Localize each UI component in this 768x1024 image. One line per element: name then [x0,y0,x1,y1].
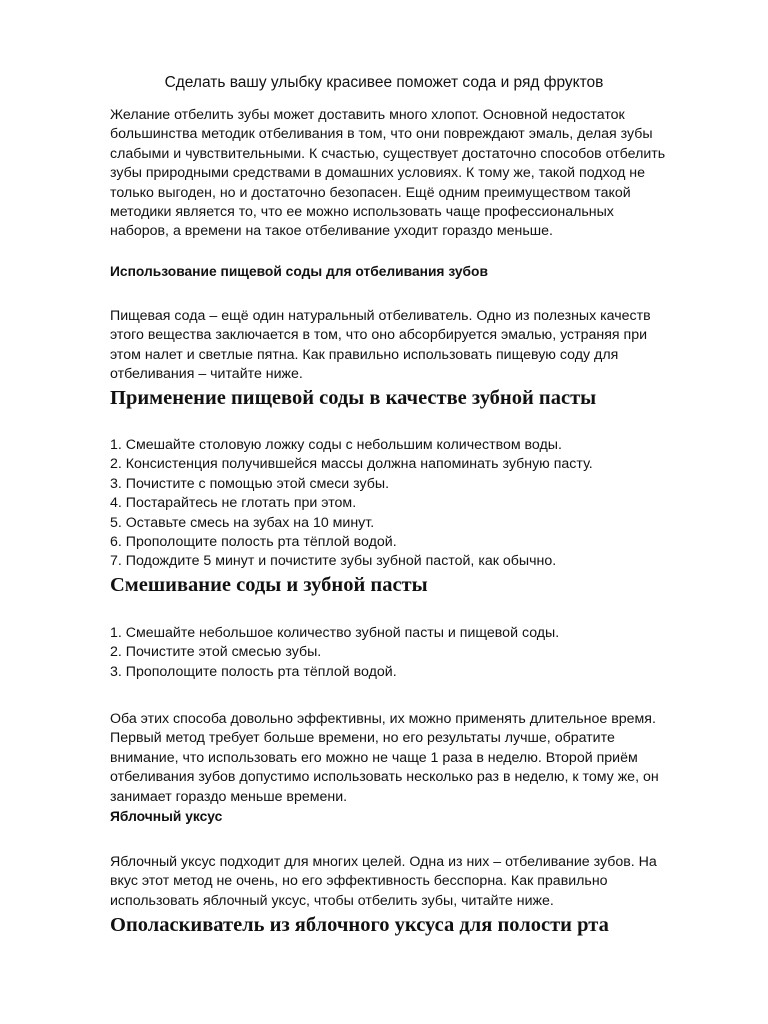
list-item: 3. Прополощите полость рта тёплой водой. [110,663,397,680]
heading-mix: Смешивание соды и зубной пасты [110,574,428,596]
vinegar-line: Яблочный уксус подходит для многих целей. Одна из них – отбеливание зубов. На [110,854,657,870]
intro-line: слабыми и чувствительными. К счастью, существует достаточно способов отбелить [110,145,666,162]
list-item: 1. Смешайте небольшое количество зубной пасты и пищевой соды. [110,625,560,641]
list-item: 5. Оставьте смесь на зубах на 10 минут. [110,514,375,531]
heading-toothpaste: Применение пищевой соды в качестве зубной пасты [110,387,597,409]
vinegar-line: использовать яблочный уксус, чтобы отбелить зубы, читайте ниже. [110,892,554,909]
vinegar-paragraph [110,853,710,911]
vinegar-line: вкус этот метод не очень, но его эффективность бесспорна. Как правильно [110,873,608,890]
list-item: 2. Почистите этой смесью зубы. [110,644,322,661]
toothpaste-steps-list [110,436,710,572]
intro-line: Желание отбелить зубы может доставить много хлопот. Основной недостаток [110,107,625,123]
intro-line: методики является то, что ее можно использовать чаще профессиональных [110,204,614,221]
comparison-line: отбеливания зубов допустимо использовать несколько раз в неделю, к тому же, он [110,769,659,786]
soda-line: этом налет и светлые пятна. Как правильно использовать пищевую соду для [110,346,619,363]
soda-line: Пищевая сода – ещё один натуральный отбеливатель. Одно из полезных качеств [110,308,651,324]
soda-paragraph [110,307,710,385]
intro-paragraph [110,106,710,242]
intro-line: большинства методик отбеливания в том, что они повреждают эмаль, делая зубы [110,126,653,143]
list-item: 1. Смешайте столовую ложку соды с небольшим количеством воды. [110,437,562,453]
comparison-line: занимает гораздо меньше времени. [110,788,348,805]
comparison-line: Оба этих способа довольно эффективны, их можно применять длительное время. [110,711,656,727]
list-item: 3. Почистите с помощью этой смеси зубы. [110,475,390,492]
comparison-paragraph [110,710,710,807]
soda-line: этого вещества заключается в том, что оно абсорбируется эмалью, устраняя при [110,327,648,344]
mix-steps-list [110,624,710,682]
list-item: 4. Постарайтесь не глотать при этом. [110,495,357,512]
intro-line: только выгоден, но и достаточно безопасен. Ещё одним преимуществом такой [110,184,631,201]
list-item: 6. Прополощите полость рта тёплой водой. [110,534,397,551]
intro-line: зубы природными средствами в домашних условиях. К тому же, такой подход не [110,165,646,182]
comparison-line: Первый метод требует больше времени, но его результаты лучше, обратите [110,730,615,747]
list-item: 7. Подождите 5 минут и почистите зубы зубной пастой, как обычно. [110,553,557,570]
soda-subheading: Использование пищевой соды для отбеливания зубов [110,264,488,279]
soda-line: отбеливания – читайте ниже. [110,366,303,383]
intro-line: наборов, а времени на такое отбеливание уходит гораздо меньше. [110,223,553,240]
vinegar-subheading: Яблочный уксус [110,809,223,824]
heading-rinse: Ополаскиватель из яблочного уксуса для полости рта [110,914,609,936]
document-title: Сделать вашу улыбку красивее поможет сода и ряд фруктов [164,74,604,91]
list-item: 2. Консистенция получившейся массы должна напоминать зубную пасту. [110,456,593,473]
comparison-line: внимание, что использовать его можно не чаще 1 раза в неделю. Второй приём [110,749,638,766]
